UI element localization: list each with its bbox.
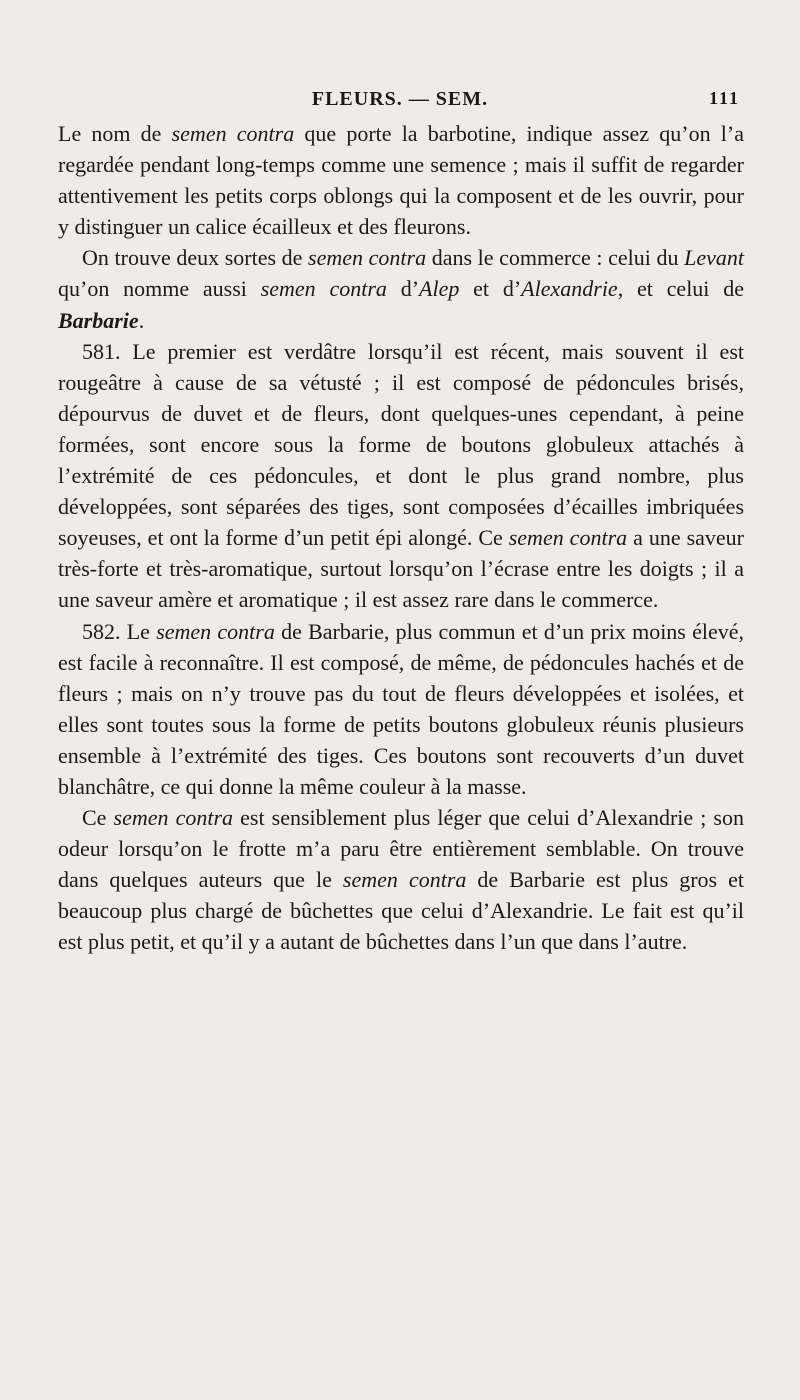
body-text bbox=[58, 118, 744, 958]
italic-term: Alexandrie bbox=[521, 276, 618, 302]
text-run: de Barbarie est plus gros et beaucoup plus chargé de bûchettes que celui d’Alexandrie. Le fait est qu’il est plus petit, et qu’il y a autant de bûchettes dans l’un que dans l’autre. bbox=[58, 867, 745, 955]
italic-term: semen contra bbox=[113, 805, 234, 831]
paragraph bbox=[58, 242, 744, 335]
text-run: 581. Le premier est verdâtre lorsqu’il est récent, mais souvent il est rougeâtre à cause de sa vétusté ; il est composé de pédoncules brisés, dépourvus de duvet et de fleurs, dont quelques-unes cependant, à peine formées, sont encore sous la forme de boutons globuleux attachés à l’extrémité de ces pédoncules, et dont le plus grand nombre, plus développées, sont séparées des tiges, sont composées d’écailles imbriquées soyeuses, et ont la forme d’un petit épi alongé. Ce bbox=[58, 338, 744, 551]
paragraph bbox=[58, 802, 744, 957]
text-run: , et celui de bbox=[617, 276, 744, 302]
text-run: dans le commerce : celui du bbox=[426, 245, 685, 271]
paragraph bbox=[58, 616, 744, 803]
text-run: d’ bbox=[386, 276, 420, 302]
italic-term: Levant bbox=[684, 245, 744, 271]
italic-term: semen contra bbox=[260, 276, 387, 302]
text-run: On trouve deux sortes de bbox=[82, 245, 309, 271]
text-run: 582. Le bbox=[82, 618, 157, 644]
italic-term: Alep bbox=[419, 276, 460, 302]
text-run: qu’on nomme aussi bbox=[58, 276, 261, 302]
text-run: Ce bbox=[82, 805, 114, 831]
text-run: et d’ bbox=[459, 276, 522, 302]
text-run: est sensiblement plus léger que celui d’Alexandrie ; son odeur lorsqu’on le frotte m’a paru être entièrement semblable. On trouve dans quelques auteurs que le bbox=[58, 805, 744, 893]
text-run: a une saveur très-forte et très-aromatique, surtout lorsqu’on l’écrase entre les doigts ; il a une saveur amère et aromatique ; il est assez rare dans le commerce. bbox=[58, 525, 744, 613]
text-run: . bbox=[138, 307, 145, 333]
running-head bbox=[60, 86, 740, 116]
paragraph bbox=[58, 336, 744, 616]
running-title: FLEURS. — SEM. bbox=[311, 88, 489, 110]
italic-term: Barbarie bbox=[58, 307, 139, 333]
page-number: 111 bbox=[708, 88, 740, 108]
paragraph bbox=[58, 118, 744, 242]
text-run: de Barbarie, plus commun et d’un prix moins élevé, est facile à reconnaître. Il est composé, de même, de pédoncules hachés et de fleurs ; mais on n’y trouve pas du tout de fleurs développées et isolées, et elles sont toutes sous la forme de petits boutons globuleux réunis plusieurs ensemble à l’extrémité des tiges. Ces boutons sont recouverts d’un duvet blanchâtre, ce qui donne la même couleur à la masse. bbox=[58, 618, 745, 799]
text-run: Le nom de bbox=[58, 121, 172, 146]
italic-term: semen contra bbox=[308, 245, 427, 271]
italic-term: semen contra bbox=[508, 525, 628, 551]
italic-term: semen contra bbox=[156, 618, 275, 644]
italic-term: semen contra bbox=[342, 867, 467, 893]
text-run: que porte la barbotine, indique assez qu’on l’a regardée pendant long-temps comme une semence ; mais il suffit de regarder attentivement les petits corps oblongs qui la composent et de les ouvrir, pour y distinguer un calice écailleux et des fleurons. bbox=[58, 121, 744, 240]
italic-term: semen contra bbox=[171, 121, 295, 146]
